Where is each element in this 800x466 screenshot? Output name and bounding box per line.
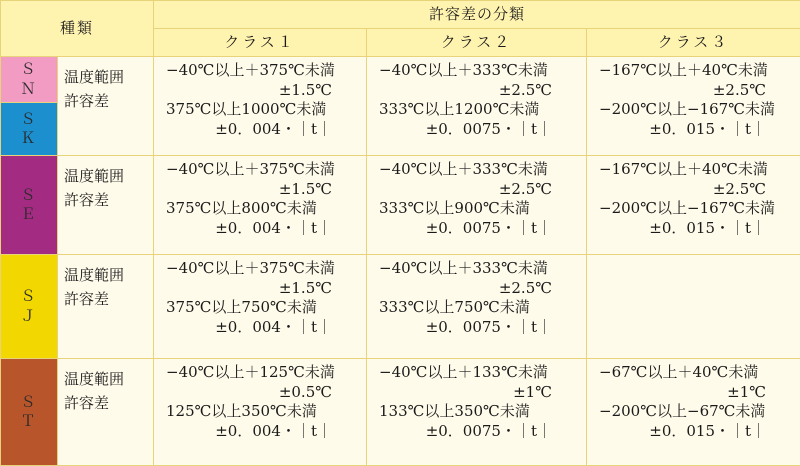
- tolerance-1: ±2.5℃: [712, 80, 767, 99]
- tolerance-1: ±1.5℃: [278, 179, 333, 198]
- tolerance-2: ±0．0075・｜t｜: [425, 218, 553, 237]
- row-label-tolerance: 許容差: [64, 92, 110, 110]
- tolerance-2: ±0．0075・｜t｜: [425, 421, 553, 440]
- range-1: −40℃以上＋333℃未満: [379, 61, 548, 79]
- range-2: 333℃以上750℃未満: [379, 298, 530, 316]
- tolerance-1: ±1.5℃: [278, 80, 333, 99]
- tolerance-1: ±2.5℃: [498, 80, 553, 99]
- tolerance-2: ±0．004・｜t｜: [215, 218, 333, 237]
- spec-cell-sn-sk-class1: [154, 57, 367, 156]
- spec-cell-sj-class3-empty: [587, 255, 800, 359]
- spec-cell-sj-class1: [154, 255, 367, 359]
- range-2: 125℃以上350℃未満: [166, 402, 317, 420]
- spec-cell-se-class2: [367, 156, 587, 255]
- range-1: −40℃以上＋375℃未満: [166, 160, 335, 178]
- spec-cell-st-class1: [154, 359, 367, 466]
- tolerance-1: ±2.5℃: [712, 179, 767, 198]
- row-label-range: 温度範囲: [64, 266, 125, 284]
- tolerance-2: ±0．004・｜t｜: [215, 421, 333, 440]
- range-2: −200℃以上−167℃未満: [599, 199, 775, 217]
- header-class-3: クラス３: [587, 29, 800, 57]
- row-label-range: 温度範囲: [64, 167, 125, 185]
- spec-cell-sj-class2: [367, 255, 587, 359]
- spec-cell-sn-sk-class3: [587, 57, 800, 156]
- type-code-sk: ＳＫ: [1, 103, 58, 156]
- header-class-2: クラス２: [367, 29, 587, 57]
- tolerance-2: ±0．015・｜t｜: [649, 218, 767, 237]
- tolerance-1: ±1℃: [727, 382, 767, 401]
- row-label-tolerance: 許容差: [64, 394, 110, 412]
- spec-cell-se-class3: [587, 156, 800, 255]
- row-label-tolerance: 許容差: [64, 290, 110, 308]
- range-2: −200℃以上−167℃未満: [599, 100, 775, 118]
- row-label-range: 温度範囲: [64, 370, 125, 388]
- range-1: −40℃以上＋125℃未満: [166, 363, 335, 381]
- type-code-st: ＳＴ: [1, 359, 58, 466]
- range-2: 375℃以上750℃未満: [166, 298, 317, 316]
- header-kind: 種類: [1, 1, 154, 57]
- tolerance-1: ±2.5℃: [498, 278, 553, 297]
- range-1: −40℃以上＋333℃未満: [379, 259, 548, 277]
- tolerance-1: ±1℃: [513, 382, 553, 401]
- row-label-range: 温度範囲: [64, 68, 125, 86]
- header-title: 許容差の分類: [154, 1, 800, 29]
- range-1: −40℃以上＋375℃未満: [166, 259, 335, 277]
- tolerance-2: ±0．004・｜t｜: [215, 119, 333, 138]
- type-code-sj: ＳＪ: [1, 255, 58, 359]
- type-code-sn: ＳＮ: [1, 57, 58, 103]
- row-label-sn-sk: [58, 57, 154, 156]
- spec-cell-st-class2: [367, 359, 587, 466]
- tolerance-2: ±0．015・｜t｜: [649, 421, 767, 440]
- spec-cell-st-class3: [587, 359, 800, 466]
- range-2: 375℃以上800℃未満: [166, 199, 317, 217]
- range-2: −200℃以上−67℃未満: [599, 402, 766, 420]
- row-label-se: [58, 156, 154, 255]
- range-1: −40℃以上＋133℃未満: [379, 363, 548, 381]
- range-1: −40℃以上＋333℃未満: [379, 160, 548, 178]
- spec-cell-sn-sk-class2: [367, 57, 587, 156]
- tolerance-1: ±2.5℃: [498, 179, 553, 198]
- range-2: 133℃以上350℃未満: [379, 402, 530, 420]
- range-2: 333℃以上900℃未満: [379, 199, 530, 217]
- type-code-se: ＳＥ: [1, 156, 58, 255]
- header-class-1: クラス１: [154, 29, 367, 57]
- range-2: 375℃以上1000℃未満: [166, 100, 327, 118]
- tolerance-2: ±0．0075・｜t｜: [425, 317, 553, 336]
- range-1: −167℃以上＋40℃未満: [599, 160, 768, 178]
- spec-cell-se-class1: [154, 156, 367, 255]
- range-1: −67℃以上＋40℃未満: [599, 363, 759, 381]
- range-1: −167℃以上＋40℃未満: [599, 61, 768, 79]
- range-1: −40℃以上＋375℃未満: [166, 61, 335, 79]
- tolerance-2: ±0．004・｜t｜: [215, 317, 333, 336]
- row-label-st: [58, 359, 154, 466]
- row-label-tolerance: 許容差: [64, 191, 110, 209]
- tolerance-2: ±0．015・｜t｜: [649, 119, 767, 138]
- tolerance-2: ±0．0075・｜t｜: [425, 119, 553, 138]
- tolerance-1: ±0.5℃: [278, 382, 333, 401]
- range-2: 333℃以上1200℃未満: [379, 100, 540, 118]
- tolerance-1: ±1.5℃: [278, 278, 333, 297]
- row-label-sj: [58, 255, 154, 359]
